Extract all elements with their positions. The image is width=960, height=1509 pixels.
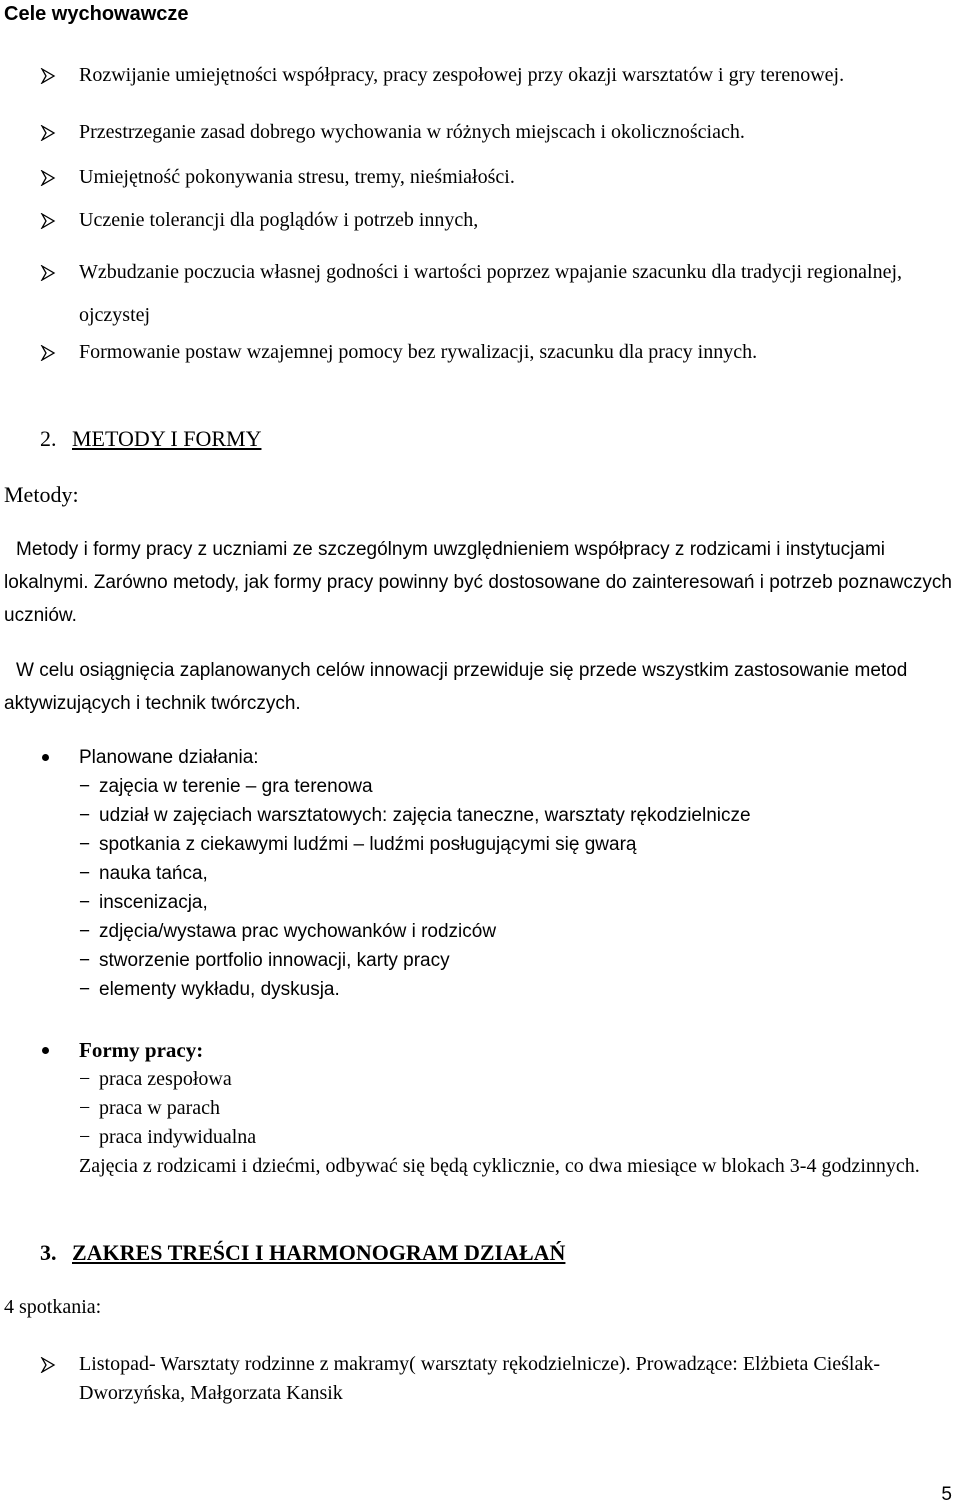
dash-bullet-icon: − — [79, 1097, 91, 1119]
forms-label: Formy pracy: — [79, 1038, 204, 1062]
bullet-dot-icon — [42, 754, 49, 761]
list-item: − nauka tańca, — [79, 859, 956, 888]
dash-bullet-icon: − — [79, 979, 91, 1000]
list-item-text: Listopad- Warsztaty rodzinne z makramy( warsztaty rękodzielnicze). Prowadzące: Elżbieta Cieślak- Dworzyńska, Małgorzata Kansik — [79, 1353, 881, 1404]
list-item-text: Uczenie tolerancji dla poglądów i potrzeb innych, — [79, 209, 479, 231]
arrow-bullet-icon — [40, 125, 56, 141]
list-item-text: Umiejętność pokonywania stresu, tremy, nieśmiałości. — [79, 166, 515, 188]
list-item — [40, 206, 940, 235]
forms-note: Zajęcia z rodzicami i dziećmi, odbywać się będą cyklicznie, co dwa miesiące w blokach 3-4 godzinnych. — [79, 1155, 920, 1177]
dash-bullet-icon: − — [79, 950, 91, 971]
paragraph-cel: W celu osiągnięcia zaplanowanych celów innowacji przewiduje się przede wszystkim zastosowanie metod aktywizujących i technik twórczych. — [4, 660, 908, 714]
section-heading-cele: Cele wychowawcze — [4, 3, 189, 25]
list-item: − spotkania z ciekawymi ludźmi – ludźmi posługującymi się gwarą — [79, 830, 956, 859]
dash-bullet-icon: − — [79, 834, 91, 855]
paragraph-metody: Metody i formy pracy z uczniami ze szczególnym uwzględnieniem współpracy z rodzicami i instytucjami lokalnymi. Zarówno metody, jak formy pracy powinny być dostosowane do zainteresowań i potrzeb poznawczych uczniów. — [4, 539, 952, 626]
meetings-label: 4 spotkania: — [4, 1296, 102, 1318]
dash-bullet-icon: − — [79, 921, 91, 942]
list-item: − inscenizacja, — [79, 888, 956, 917]
arrow-bullet-icon — [40, 265, 56, 281]
section-heading-metody-formy: 2. METODY I FORMY — [40, 426, 262, 451]
dash-bullet-icon: − — [79, 1126, 91, 1148]
list-item — [40, 61, 940, 90]
list-item-text: Przestrzeganie zasad dobrego wychowania w różnych miejscach i okolicznościach. — [79, 121, 745, 143]
list-item — [40, 251, 940, 337]
arrow-bullet-icon — [40, 345, 56, 361]
list-item: − udział w zajęciach warsztatowych: zajęcia taneczne, warsztaty rękodzielnicze — [79, 801, 956, 830]
planned-activities-label: Planowane działania: — [79, 747, 259, 768]
list-item — [40, 338, 940, 367]
list-item — [40, 118, 940, 147]
bullet-dot-icon — [42, 1047, 49, 1054]
list-item: − zajęcia w terenie – gra terenowa — [79, 772, 956, 801]
list-item-text: Wzbudzanie poczucia własnej godności i wartości poprzez wpajanie szacunku dla tradycji regionalnej, ojczystej — [79, 261, 902, 326]
metody-label: Metody: — [4, 482, 79, 507]
arrow-bullet-icon — [40, 213, 56, 229]
list-item: − elementy wykładu, dyskusja. — [79, 975, 956, 1004]
list-item — [40, 1350, 936, 1408]
dash-bullet-icon: − — [79, 863, 91, 884]
page-number: 5 — [941, 1484, 952, 1505]
list-item: − praca zespołowa — [79, 1065, 956, 1094]
list-item-text: Rozwijanie umiejętności współpracy, pracy zespołowej przy okazji warsztatów i gry terenowej. — [79, 64, 845, 86]
list-item: − praca w parach — [79, 1094, 956, 1123]
list-item-text: Formowanie postaw wzajemnej pomocy bez rywalizacji, szacunku dla pracy innych. — [79, 341, 758, 363]
planned-activities-block — [40, 743, 956, 1004]
dash-bullet-icon: − — [79, 776, 91, 797]
arrow-bullet-icon — [40, 68, 56, 84]
forms-block — [40, 1036, 956, 1181]
list-item: − zdjęcia/wystawa prac wychowanków i rodziców — [79, 917, 956, 946]
dash-bullet-icon: − — [79, 1068, 91, 1090]
arrow-bullet-icon — [40, 1357, 56, 1373]
list-item: − praca indywidualna — [79, 1123, 956, 1152]
arrow-bullet-icon — [40, 170, 56, 186]
dash-bullet-icon: − — [79, 805, 91, 826]
list-item — [40, 163, 940, 192]
list-item: − stworzenie portfolio innowacji, karty pracy — [79, 946, 956, 975]
section-heading-zakres: 3. ZAKRES TREŚCI I HARMONOGRAM DZIAŁAŃ — [40, 1240, 566, 1265]
dash-bullet-icon: − — [79, 892, 91, 913]
